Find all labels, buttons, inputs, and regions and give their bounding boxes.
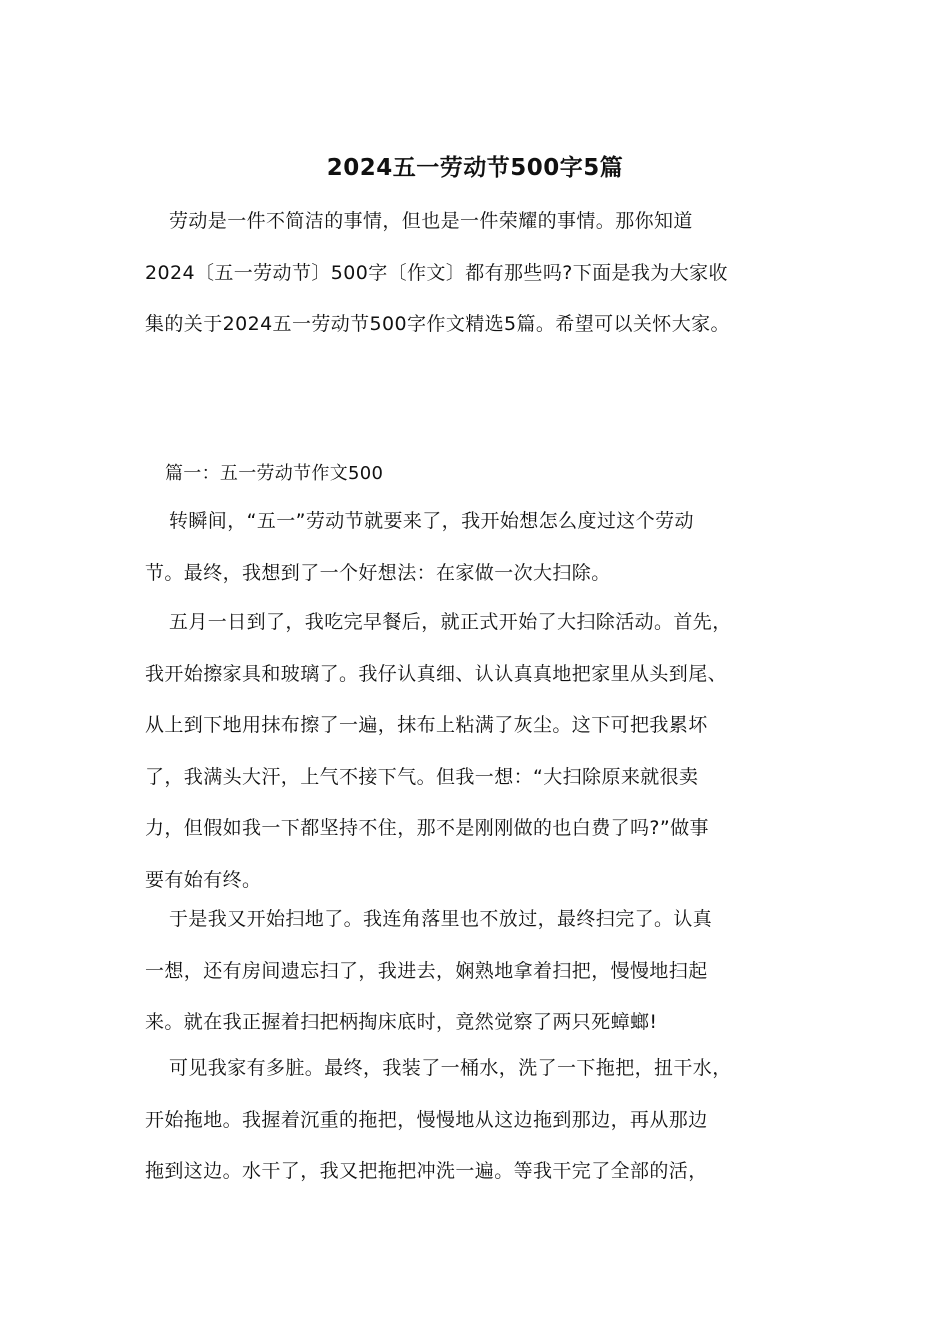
paragraph-line: 一想，还有房间遗忘扫了，我进去，娴熟地拿着扫把，慢慢地扫起 [145, 959, 708, 982]
intro-line: 劳动是一件不简洁的事情，但也是一件荣耀的事情。那你知道 [169, 210, 693, 232]
body-paragraph-3 [145, 894, 817, 1049]
paragraph-line: 开始拖地。我握着沉重的拖把，慢慢地从这边拖到那边，再从那边 [145, 1108, 708, 1131]
body-paragraph-2 [145, 597, 817, 906]
paragraph-line: 拖到这边。水干了，我又把拖把冲洗一遍。等我干完了全部的活， [145, 1160, 708, 1182]
paragraph-line: 从上到下地用抹布擦了一遍，抹布上粘满了灰尘。这下可把我累坏 [145, 714, 708, 736]
body-paragraph-4 [145, 1043, 817, 1198]
paragraph-line: 来。就在我正握着扫把柄掏床底时，竟然觉察了两只死蟑螂! [145, 1011, 658, 1033]
paragraph-line: 于是我又开始扫地了。我连角落里也不放过，最终扫完了。认真 [169, 908, 713, 930]
section-heading: 篇一：五一劳动节作文500 [165, 463, 384, 484]
document-title: 2024五一劳动节500字5篇 [326, 155, 624, 181]
intro-line: 2024〔五一劳动节〕500字〔作文〕都有那些吗?下面是我为大家收 [145, 261, 728, 284]
paragraph-line: 力，但假如我一下都坚持不住，那不是刚刚做的也白费了吗?”做事 [145, 817, 709, 839]
paragraph-line: 可见我家有多脏。最终，我装了一桶水，洗了一下拖把，扭干水， [169, 1057, 732, 1079]
paragraph-line: 要有始有终。 [145, 868, 262, 891]
paragraph-line: 五月一日到了，我吃完早餐后，就正式开始了大扫除活动。首先， [169, 611, 732, 633]
paragraph-line: 我开始擦家具和玻璃了。我仔认真细、认认真真地把家里从头到尾、 [145, 662, 728, 685]
paragraph-line: 节。最终，我想到了一个好想法：在家做一次大扫除。 [145, 561, 611, 584]
paragraph-line: 了，我满头大汗，上气不接下气。但我一想：“大扫除原来就很卖 [145, 765, 699, 788]
body-paragraph-1 [145, 496, 817, 599]
paragraph-line: 转瞬间，“五一”劳动节就要来了，我开始想怎么度过这个劳动 [169, 510, 694, 532]
intro-line: 集的关于2024五一劳动节500字作文精选5篇。希望可以关怀大家。 [145, 313, 730, 335]
intro-paragraph [145, 196, 817, 351]
